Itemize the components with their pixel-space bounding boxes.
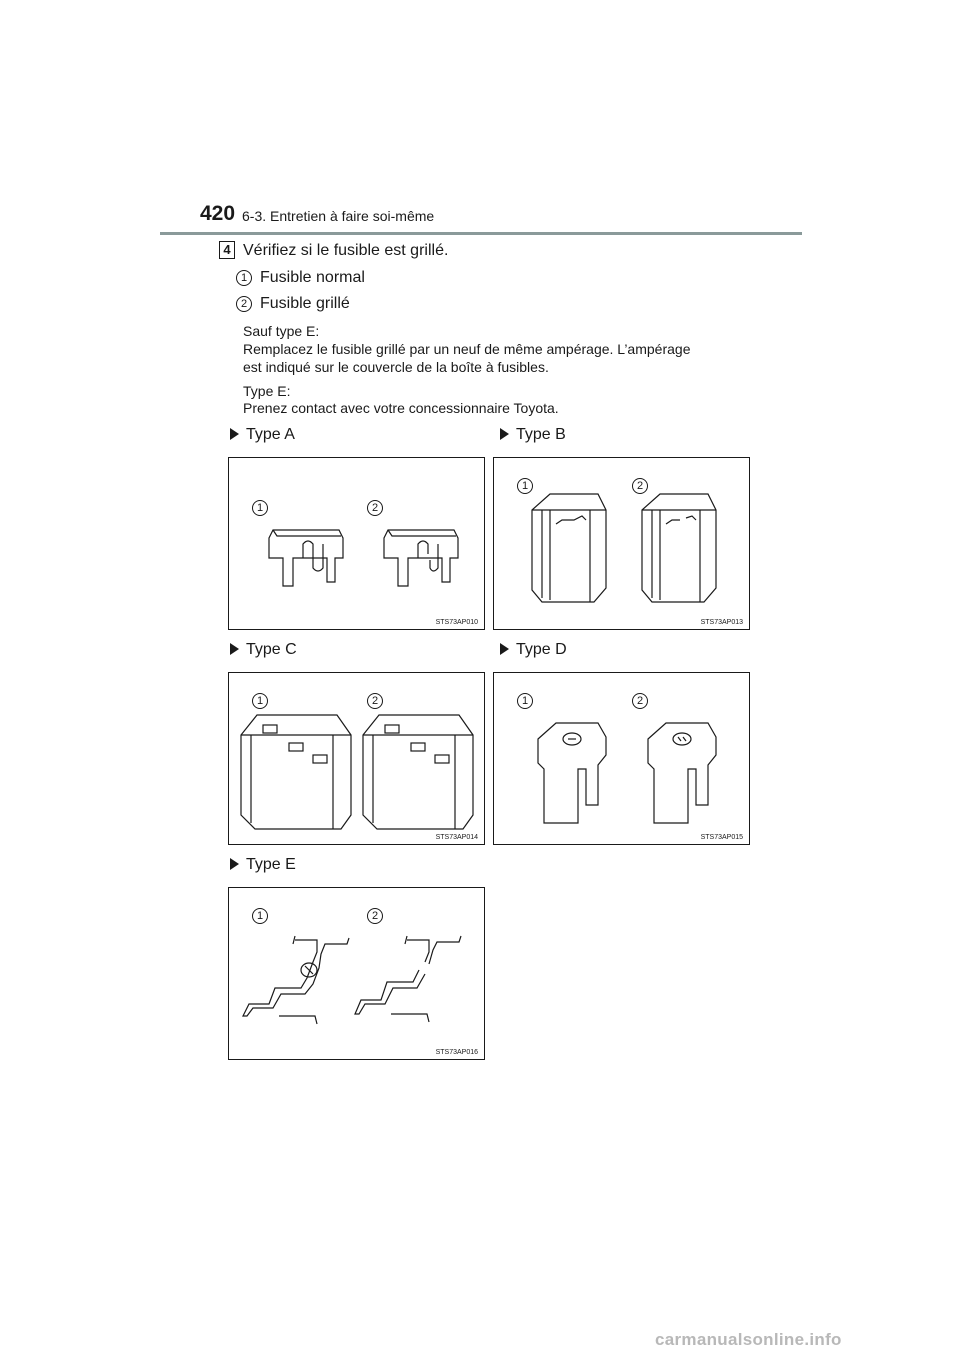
figure-e-code: STS73AP016 [435, 1049, 478, 1056]
note-replace: Remplacez le fusible grillé par un neuf de même ampérage. L’ampérage [243, 341, 691, 357]
figure-type-b [493, 457, 750, 630]
figure-c-code: STS73AP014 [435, 834, 478, 841]
note-contact-dealer: Prenez contact avec votre concessionnaire Toyota. [243, 400, 559, 416]
type-a-label: Type A [230, 426, 295, 444]
figure-c-number-1: 1 [252, 693, 268, 709]
bullet-arrow-icon [230, 643, 239, 655]
page-number: 420 [200, 202, 236, 225]
figure-type-c [228, 672, 485, 845]
header-rule [160, 232, 802, 235]
jcase-fuse-blown [648, 723, 716, 823]
note-except-e: Sauf type E: [243, 323, 320, 339]
figure-d-number-1: 1 [517, 693, 533, 709]
type-e-label: Type E [230, 856, 296, 874]
item-number-2: 2 [236, 296, 252, 312]
note-type-e: Type E: [243, 383, 291, 399]
type-b-label: Type B [500, 426, 566, 444]
fusible-link-normal [243, 936, 349, 1024]
bullet-arrow-icon [230, 428, 239, 440]
figure-d-code: STS73AP015 [700, 834, 743, 841]
box-fuse-blown [363, 715, 473, 829]
bullet-arrow-icon [500, 643, 509, 655]
item-blown-fuse: Fusible grillé [260, 295, 350, 312]
watermark: carmanualsonline.info [655, 1330, 842, 1349]
step-number: 4 [219, 241, 235, 259]
figure-a-number-1: 1 [252, 500, 268, 516]
blade-fuse-blown [384, 530, 458, 586]
cartridge-fuse-blown [642, 494, 716, 602]
figure-e-number-1: 1 [252, 908, 268, 924]
figure-b-number-1: 1 [517, 478, 533, 494]
figure-d-number-2: 2 [632, 693, 648, 709]
figure-b-code: STS73AP013 [700, 619, 743, 626]
type-d-label: Type D [500, 641, 567, 659]
figure-e-number-2: 2 [367, 908, 383, 924]
figure-b-number-2: 2 [632, 478, 648, 494]
figure-c-number-2: 2 [367, 693, 383, 709]
figure-type-d [493, 672, 750, 845]
figure-type-a [228, 457, 485, 630]
blade-fuse-normal [269, 530, 343, 586]
note-amperage: est indiqué sur le couvercle de la boîte à fusibles. [243, 359, 549, 375]
jcase-fuse-normal [538, 723, 606, 823]
figure-a-number-2: 2 [367, 500, 383, 516]
cartridge-fuse-normal [532, 494, 606, 602]
step-text: Vérifiez si le fusible est grillé. [243, 242, 449, 259]
item-number-1: 1 [236, 270, 252, 286]
fusible-link-blown [355, 936, 461, 1022]
section-title: 6-3. Entretien à faire soi-même [242, 208, 435, 224]
bullet-arrow-icon [500, 428, 509, 440]
type-c-label: Type C [230, 641, 297, 659]
box-fuse-normal [241, 715, 351, 829]
item-normal-fuse: Fusible normal [260, 269, 365, 286]
figure-a-code: STS73AP010 [435, 619, 478, 626]
figure-type-e [228, 887, 485, 1060]
bullet-arrow-icon [230, 858, 239, 870]
